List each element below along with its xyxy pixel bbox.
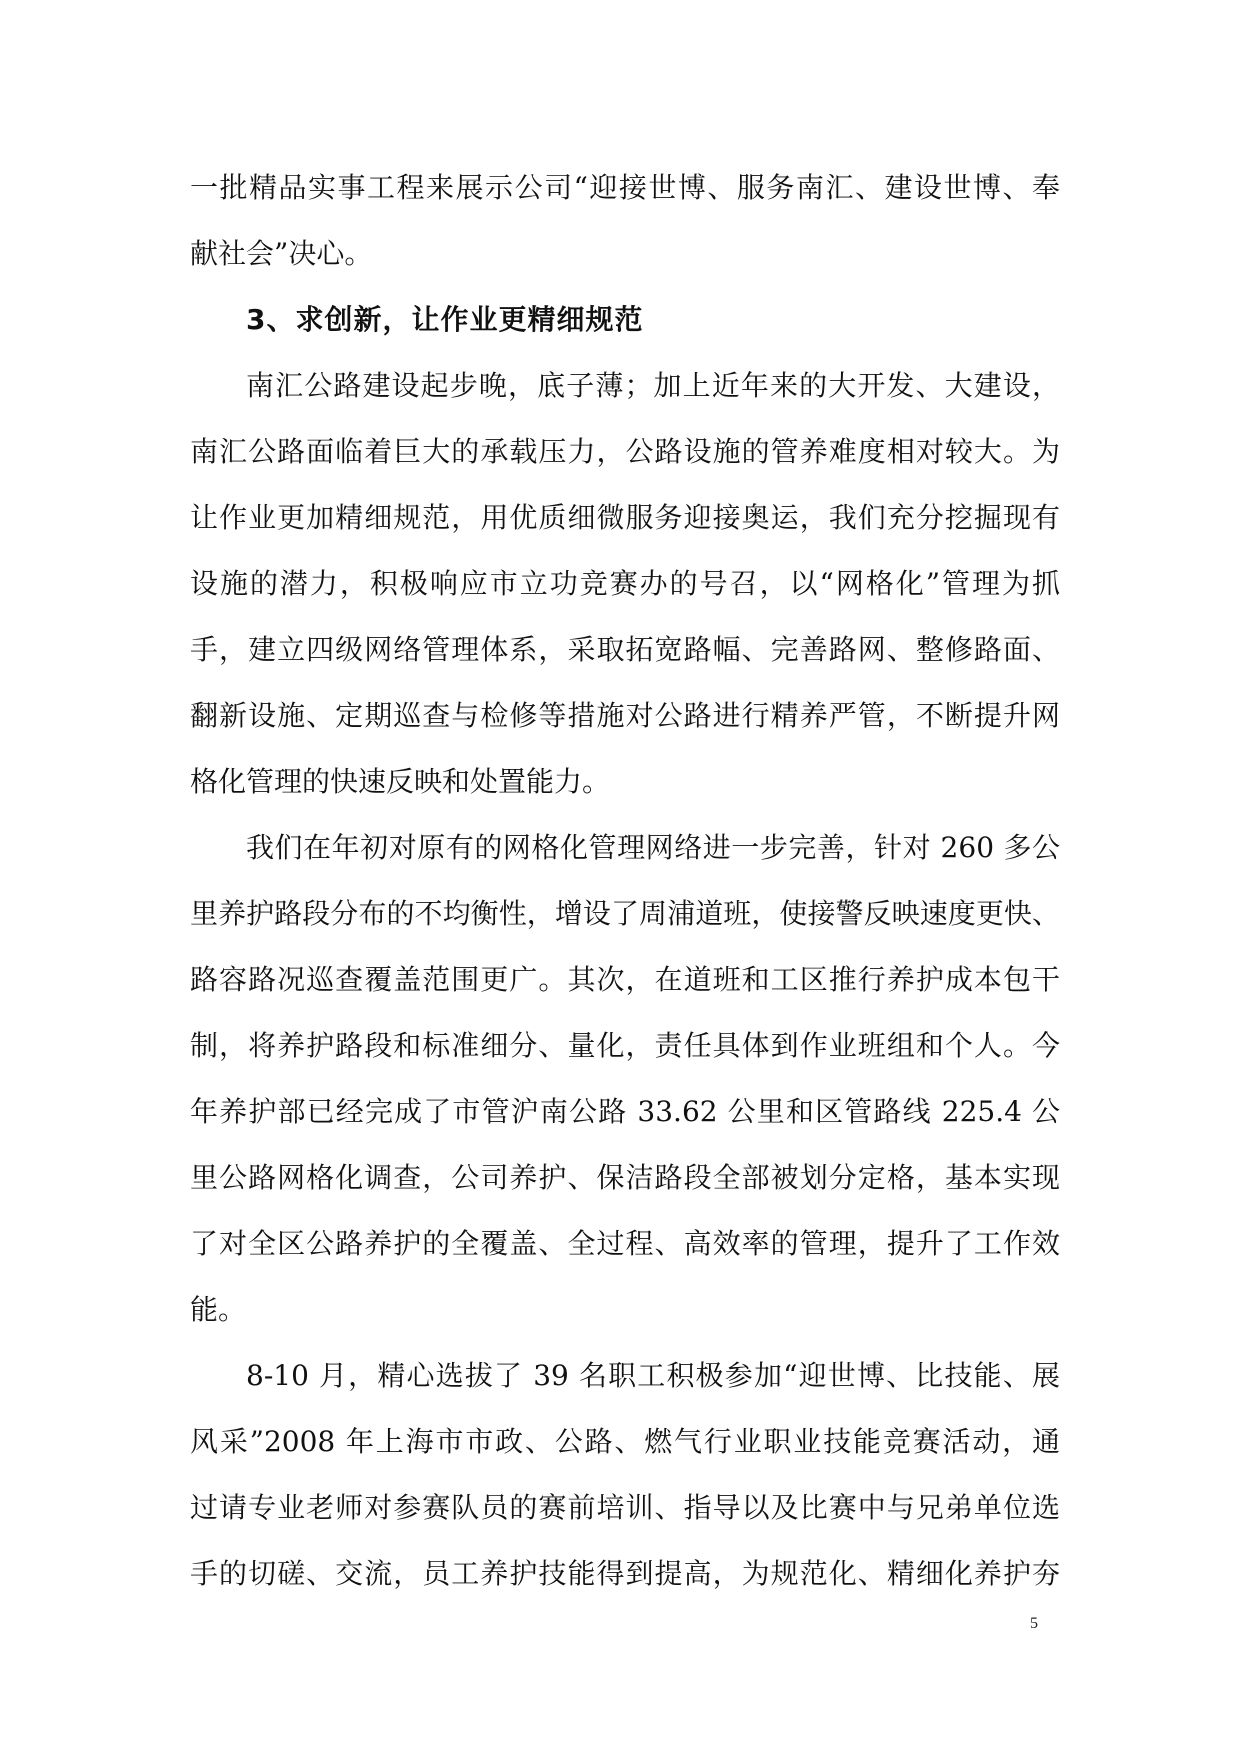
paragraph-line: 里养护路段分布的不均衡性，增设了周浦道班，使接警反映速度更快、 (190, 897, 1060, 930)
paragraph-line: 8-10 月，精心选拔了 39 名职工积极参加“迎世博、比技能、展 (246, 1359, 1060, 1392)
paragraph-line: 路容路况巡查覆盖范围更广。其次，在道班和工区推行养护成本包干 (190, 963, 1060, 996)
paragraph-line: 格化管理的快速反映和处置能力。 (190, 765, 611, 798)
paragraph-line: 年养护部已经完成了市管沪南公路 33.62 公里和区管路线 225.4 公 (190, 1095, 1060, 1128)
paragraph-line: 一批精品实事工程来展示公司“迎接世博、服务南汇、建设世博、奉 (190, 171, 1060, 204)
paragraph-line: 手的切磋、交流，员工养护技能得到提高，为规范化、精细化养护夯 (190, 1557, 1060, 1590)
paragraph-line: 风采”2008 年上海市市政、公路、燃气行业职业技能竞赛活动，通 (190, 1425, 1060, 1458)
paragraph-line: 让作业更加精细规范，用优质细微服务迎接奥运，我们充分挖掘现有 (190, 501, 1060, 534)
section-heading: 3、求创新，让作业更精细规范 (246, 303, 644, 336)
paragraph-line: 设施的潜力，积极响应市立功竞赛办的号召，以“网格化”管理为抓 (190, 567, 1060, 600)
paragraph-line: 翻新设施、定期巡查与检修等措施对公路进行精养严管，不断提升网 (190, 699, 1060, 732)
paragraph-line: 手，建立四级网络管理体系，采取拓宽路幅、完善路网、整修路面、 (190, 633, 1060, 666)
paragraph-line: 我们在年初对原有的网格化管理网络进一步完善，针对 260 多公 (246, 831, 1060, 864)
paragraph-line: 里公路网格化调查，公司养护、保洁路段全部被划分定格，基本实现 (190, 1161, 1060, 1194)
page-number: 5 (1030, 1615, 1038, 1632)
paragraph-line: 献社会”决心。 (190, 237, 373, 270)
paragraph-line: 了对全区公路养护的全覆盖、全过程、高效率的管理，提升了工作效 (190, 1227, 1060, 1260)
paragraph-line: 制，将养护路段和标准细分、量化，责任具体到作业班组和个人。今 (190, 1029, 1060, 1062)
document-body (190, 155, 1060, 1607)
paragraph-line: 过请专业老师对参赛队员的赛前培训、指导以及比赛中与兄弟单位选 (190, 1491, 1060, 1524)
paragraph-line: 南汇公路建设起步晚，底子薄；加上近年来的大开发、大建设， (246, 369, 1060, 402)
paragraph-line: 南汇公路面临着巨大的承载压力，公路设施的管养难度相对较大。为 (190, 435, 1060, 468)
paragraph-line: 能。 (190, 1293, 247, 1326)
